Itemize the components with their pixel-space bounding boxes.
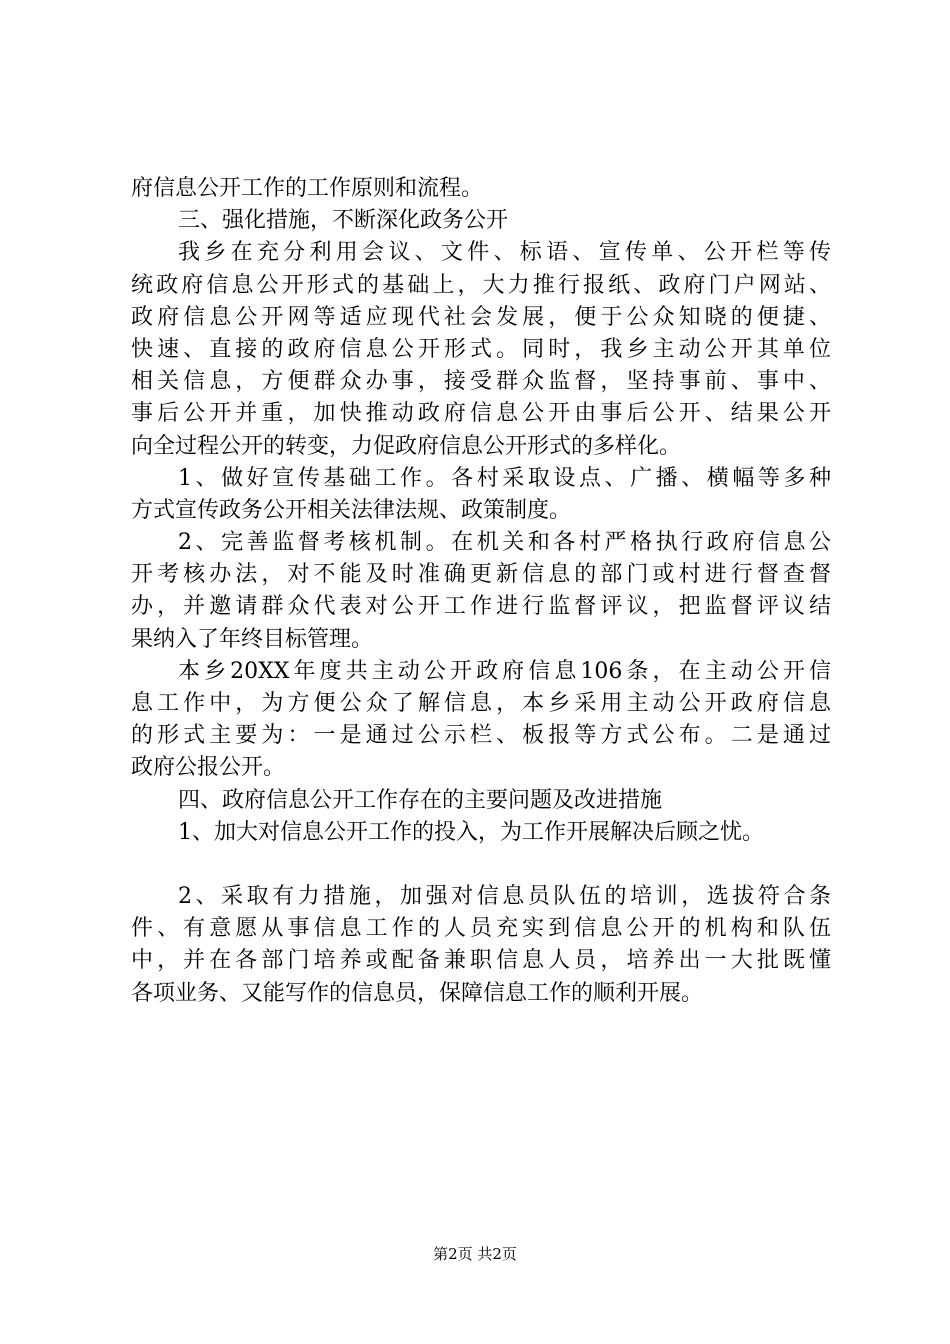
text-line: 向全过程公开的转变，力促政府信息公开形式的多样化。	[131, 433, 682, 459]
text-line: 统政府信息公开形式的基础上，大力推行报纸、政府门户网站、	[131, 272, 831, 298]
text-line: 府信息公开工作的工作原则和流程。	[131, 176, 484, 201]
text-line: 2、完善监督考核机制。在机关和各村严格执行政府信息公	[178, 530, 831, 556]
text-line: 相关信息，方便群众办事，接受群众监督，坚持事前、事中、	[131, 369, 831, 395]
text-line: 办，并邀请群众代表对公开工作进行监督评议，把监督评议结	[131, 594, 831, 620]
paragraph-gap	[131, 849, 831, 881]
text-line: 果纳入了年终目标管理。	[131, 626, 374, 652]
text-line: 1、做好宣传基础工作。各村采取设点、广播、横幅等多种	[178, 465, 831, 491]
text-line: 的形式主要为：一是通过公示栏、板报等方式公布。二是通过	[131, 723, 831, 749]
text-line: 件、有意愿从事信息工作的人员充实到信息公开的机构和队伍	[131, 916, 831, 942]
section-heading-3: 三、强化措施，不断深化政务公开	[178, 208, 509, 234]
text-line: 快速、直接的政府信息公开形式。同时，我乡主动公开其单位	[131, 336, 831, 362]
text-line: 本乡20XX年度共主动公开政府信息106条，在主动公开信	[178, 658, 831, 684]
text-line: 政府公报公开。	[131, 755, 286, 781]
text-line: 政府信息公开网等适应现代社会发展，便于公众知晓的便捷、	[131, 304, 831, 330]
text-line: 开考核办法，对不能及时准确更新信息的部门或村进行督查督	[131, 562, 831, 588]
text-line: 2、采取有力措施，加强对信息员队伍的培训，选拔符合条	[178, 883, 831, 909]
text-line: 事后公开并重，加快推动政府信息公开由事后公开、结果公开	[131, 401, 831, 427]
text-line: 各项业务、又能写作的信息员，保障信息工作的顺利开展。	[131, 980, 704, 1006]
section-heading-4: 四、政府信息公开工作存在的主要问题及改进措施	[178, 787, 663, 813]
text-line: 息工作中，为方便公众了解信息，本乡采用主动公开政府信息	[131, 691, 831, 716]
page-footer: 第2页 共2页	[433, 1245, 517, 1263]
text-line: 我乡在充分利用会议、文件、标语、宣传单、公开栏等传	[178, 240, 831, 266]
text-line: 中，并在各部门培养或配备兼职信息人员，培养出一大批既懂	[131, 948, 831, 974]
text-line: 方式宣传政务公开相关法律法规、政策制度。	[131, 497, 572, 523]
text-line: 1、加大对信息公开工作的投入，为工作开展解决后顾之忧。	[178, 819, 764, 845]
document-body	[131, 173, 831, 1010]
